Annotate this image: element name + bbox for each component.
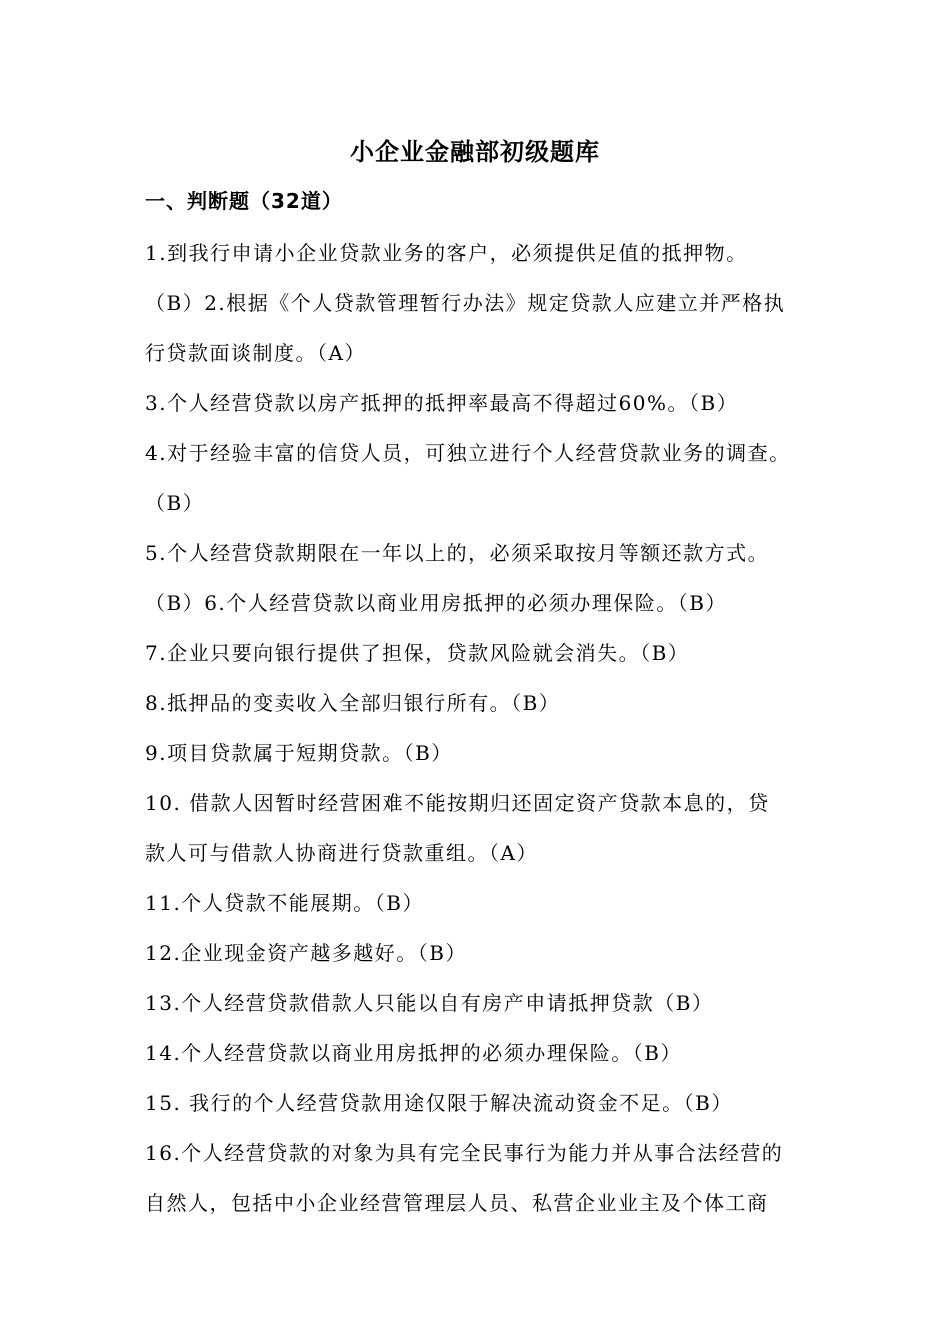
text-line: 11.个人贷款不能展期。（B） (145, 891, 425, 915)
text-line: 自然人，包括中小企业经营管理层人员、私营企业业主及个体工商 (145, 1191, 769, 1215)
section-heading: 一、判断题（32道） (145, 189, 343, 213)
text-line: 9.项目贷款属于短期贷款。（B） (145, 741, 453, 765)
text-line: 款人可与借款人协商进行贷款重组。（A） (145, 841, 538, 865)
question-list (145, 228, 825, 1228)
document-title: 小企业金融部初级题库 (350, 137, 600, 166)
text-line: 8.抵押品的变卖收入全部归银行所有。（B） (145, 691, 561, 715)
text-line: （B） (145, 491, 205, 515)
text-line: 12.企业现金资产越多越好。（B） (145, 941, 468, 965)
text-line: 10. 借款人因暂时经营困难不能按期归还固定资产贷款本息的，贷 (145, 791, 770, 815)
text-line: 7.企业只要向银行提供了担保，贷款风险就会消失。（B） (145, 641, 690, 665)
text-line: 4.对于经验丰富的信贷人员，可独立进行个人经营贷款业务的调查。 (145, 441, 791, 465)
text-line: 16.个人经营贷款的对象为具有完全民事行为能力并从事合法经营的 (145, 1141, 784, 1165)
text-line: （B）6.个人经营贷款以商业用房抵押的必须办理保险。（B） (145, 591, 727, 615)
text-line: 14.个人经营贷款以商业用房抵押的必须办理保险。（B） (145, 1041, 683, 1065)
text-line: 5.个人经营贷款期限在一年以上的，必须采取按月等额还款方式。 (145, 541, 770, 565)
text-line: （B）2.根据《个人贷款管理暂行办法》规定贷款人应建立并严格执 (145, 291, 786, 315)
text-line: 13.个人经营贷款借款人只能以自有房产申请抵押贷款（B） (145, 991, 714, 1015)
text-line: 15. 我行的个人经营贷款用途仅限于解决流动资金不足。（B） (145, 1091, 733, 1115)
text-line: 3.个人经营贷款以房产抵押的抵押率最高不得超过60%。（B） (145, 391, 739, 415)
text-line: 行贷款面谈制度。（A） (145, 341, 366, 365)
text-line: 1.到我行申请小企业贷款业务的客户，必须提供足值的抵押物。 (145, 241, 748, 265)
